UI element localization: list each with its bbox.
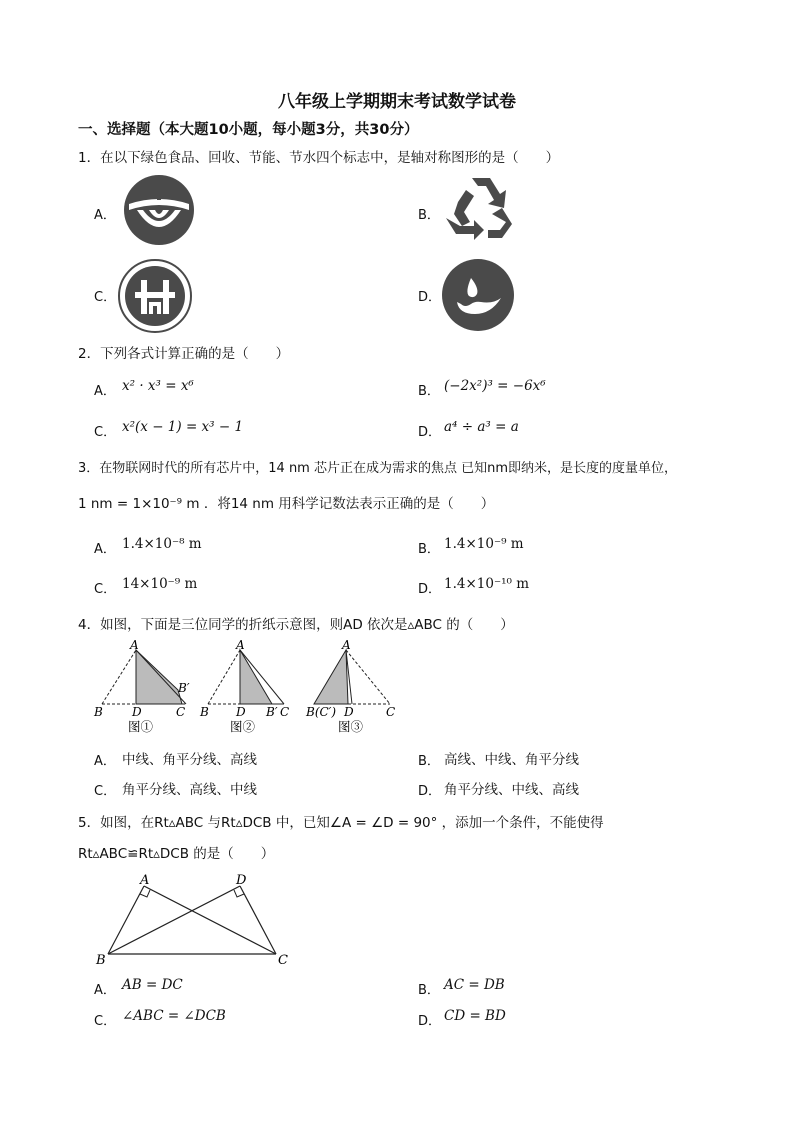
q3-option-b-label: B． xyxy=(418,542,440,557)
q4-option-a: 中线、角平分线、高线 xyxy=(122,752,257,768)
q5-option-b: AC = DB xyxy=(444,977,505,993)
q4-option-d-label: D． xyxy=(418,784,442,799)
fig1-point-a: A xyxy=(130,640,139,652)
fig1-caption: 图① xyxy=(128,719,154,734)
q3-option-d: 1.4×10⁻¹⁰ m xyxy=(444,576,530,592)
fig3-caption: 图③ xyxy=(338,719,364,734)
q5-side-dc xyxy=(240,886,276,954)
fig3-side-ac xyxy=(346,650,390,704)
fig1-point-bp: B′ xyxy=(178,681,190,695)
fig1-point-c: C xyxy=(176,705,186,719)
q2-option-c-label: C． xyxy=(94,425,117,440)
fig2-caption: 图② xyxy=(230,719,256,734)
fig3-point-d: D xyxy=(344,705,354,719)
q4-option-c: 角平分线、高线、中线 xyxy=(122,782,257,798)
q5-option-d: CD = BD xyxy=(444,1008,506,1024)
q4-option-c-label: C． xyxy=(94,784,117,799)
fig2-point-d: D xyxy=(236,705,246,719)
q5-option-d-label: D． xyxy=(418,1014,442,1029)
q1-stem: 1．在以下绿色食品、回收、节能、节水四个标志中，是轴对称图形的是（ ） xyxy=(78,150,560,166)
q3-option-c: 14×10⁻⁹ m xyxy=(122,576,198,592)
q2-option-c: x²(x − 1) = x³ − 1 xyxy=(122,419,244,435)
q2-option-a: x² · x³ = x⁶ xyxy=(122,378,194,394)
q5-point-c: C xyxy=(278,953,288,968)
q5-side-ba xyxy=(108,886,144,954)
q2-option-b-label: B． xyxy=(418,384,440,399)
fig3-folded-region xyxy=(314,650,348,704)
q5-option-a: AB = DC xyxy=(122,977,183,993)
q5-option-c: ∠ABC = ∠DCB xyxy=(122,1008,226,1024)
q2-option-d: a⁴ ÷ a³ = a xyxy=(444,419,519,435)
q4-folding-figure xyxy=(90,640,410,740)
fig2-side-ab xyxy=(208,650,240,704)
energy-saving-logo-icon xyxy=(117,258,193,334)
fig3-point-bcp: B(C′) xyxy=(306,705,337,719)
q1-option-a-label: A． xyxy=(94,208,116,223)
q5-stem-line1: 5．如图，在Rt▵ABC 与Rt▵DCB 中，已知∠A = ∠D = 90° ，添加一个条件，不能使得 xyxy=(78,815,604,831)
q3-option-c-label: C． xyxy=(94,582,117,597)
green-food-logo-icon xyxy=(123,174,195,246)
fig1-point-d: D xyxy=(132,705,142,719)
fig2-point-c: C xyxy=(280,705,290,719)
recycle-logo-icon xyxy=(444,174,518,246)
q3-option-d-label: D． xyxy=(418,582,442,597)
q4-option-d: 角平分线、中线、高线 xyxy=(444,782,579,798)
q4-option-b: 高线、中线、角平分线 xyxy=(444,752,579,768)
q5-side-bd xyxy=(108,886,240,954)
q5-point-b: B xyxy=(96,953,106,968)
q2-stem: 2．下列各式计算正确的是（ ） xyxy=(78,346,290,362)
q2-option-a-label: A． xyxy=(94,384,116,399)
q5-point-a: A xyxy=(140,873,150,888)
q1-option-c-label: C． xyxy=(94,290,117,305)
fig2-point-a: A xyxy=(236,640,245,652)
q4-option-a-label: A． xyxy=(94,754,116,769)
fig2-folded-region xyxy=(240,650,272,704)
fig2-point-b: B xyxy=(200,705,209,719)
q1-option-d-label: D． xyxy=(418,290,442,305)
q3-stem-line1: 3．在物联网时代的所有芯片中，14 nm 芯片正在成为需求的焦点 已知nm即纳米，是长度的度量单位， xyxy=(78,461,678,476)
q2-option-d-label: D． xyxy=(418,425,442,440)
q4-stem: 4．如图，下面是三位同学的折纸示意图，则AD 依次是▵ABC 的（ ） xyxy=(78,617,514,633)
q1-option-b-label: B． xyxy=(418,208,440,223)
q5-option-b-label: B． xyxy=(418,983,440,998)
q5-point-d: D xyxy=(236,873,247,888)
q3-option-b: 1.4×10⁻⁹ m xyxy=(444,536,524,552)
q3-option-a-label: A． xyxy=(94,542,116,557)
q5-option-a-label: A． xyxy=(94,983,116,998)
section-heading: 一、选择题（本大题10小题，每小题3分，共30分） xyxy=(78,122,419,138)
q5-option-c-label: C． xyxy=(94,1014,117,1029)
q5-side-ac xyxy=(144,886,276,954)
q2-option-b: (−2x²)³ = −6x⁶ xyxy=(444,378,546,394)
fig3-point-a: A xyxy=(342,640,351,652)
fig3-point-c: C xyxy=(386,705,396,719)
q4-option-b-label: B． xyxy=(418,754,440,769)
fig2-point-bp: B′ xyxy=(266,705,278,719)
q3-stem-line2: 1 nm = 1×10⁻⁹ m ．将14 nm 用科学记数法表示正确的是（ ） xyxy=(78,496,495,512)
page-title: 八年级上学期期末考试数学试卷 xyxy=(278,92,516,112)
fig1-side-ab xyxy=(102,650,136,704)
fig1-point-b: B xyxy=(94,705,103,719)
q5-triangles-figure xyxy=(90,866,300,970)
water-saving-logo-icon xyxy=(441,258,515,332)
q3-option-a: 1.4×10⁻⁸ m xyxy=(122,536,202,552)
q5-stem-line2: Rt▵ABC≌Rt▵DCB 的是（ ） xyxy=(78,846,275,862)
